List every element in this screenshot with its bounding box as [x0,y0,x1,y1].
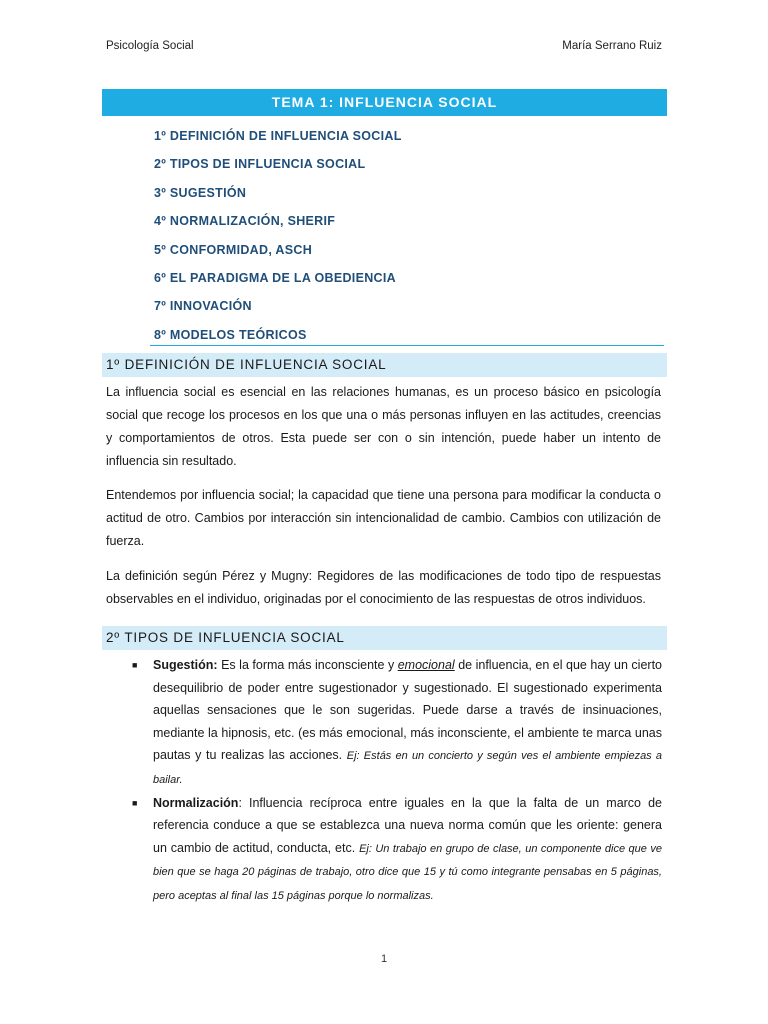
table-of-contents [154,126,664,353]
toc-item: 6º EL PARADIGMA DE LA OBEDIENCIA [154,270,396,285]
paragraph: Entendemos por influencia social; la capacidad que tiene una persona para modificar la conducta o actitud de otro. Cambios por interacción sin intencionalidad de cambio. Cambios con utilización de fuerza. [106,488,661,548]
toc-item: 3º SUGESTIÓN [154,185,247,200]
toc-item: 5º CONFORMIDAD, ASCH [154,242,313,257]
section-heading-types: 2º TIPOS DE INFLUENCIA SOCIAL [102,626,667,650]
square-bullet-icon: ■ [132,660,138,670]
definition-text: Es la forma más inconsciente y [217,658,398,672]
term-label: Sugestión: [153,658,218,672]
toc-item: 7º INNOVACIÓN [154,299,252,314]
toc-item: 8º MODELOS TEÓRICOS [154,327,307,342]
paragraph: La definición según Pérez y Mugny: Regidores de las modificaciones de todo tipo de respuestas observables en el individuo, originadas por el conocimiento de las respuestas de otros individuos. [106,569,661,606]
toc-item: 1º DEFINICIÓN DE INFLUENCIA SOCIAL [154,129,402,143]
document-title: TEMA 1: INFLUENCIA SOCIAL [102,89,667,116]
section-heading-definition: 1º DEFINICIÓN DE INFLUENCIA SOCIAL [102,353,667,377]
definition-text: de influencia, en el que hay un cierto desequilibrio de poder entre sugestionador y sugestionado. El sugestionado experimenta aquellas sensaciones que le son sugeridas. Puede darse a través de insinuaciones, mediante la hipnosis, etc. (es más emocional, más inconsciente, el ambiente te marca unas pautas y tu realizas las acciones. [153,658,662,763]
list-item-sugestion [132,654,662,792]
example-text: Ej: Estás en un concierto y según ves el ambiente empiezas a bailar. [153,750,662,786]
header-author-name: María Serrano Ruiz [562,40,662,52]
toc-item: 2º TIPOS DE INFLUENCIA SOCIAL [154,157,366,172]
emphasized-word: emocional [397,658,455,672]
list-item-normalizacion [132,792,662,908]
term-label: Normalización [153,795,239,810]
influence-types-list [132,654,662,908]
definition-text: : Influencia recíproca entre iguales en la que la falta de un marco de referencia conduce a que se establezca una nueva norma común que les oriente: genera un cambio de actitud, conducta, etc. [153,795,662,855]
square-bullet-icon: ■ [132,797,138,808]
toc-item: 4º NORMALIZACIÓN, SHERIF [154,214,336,229]
paragraph: La influencia social es esencial en las relaciones humanas, es un proceso básico en psicología social que recoge los procesos en los que una o más personas influyen en las actitudes, creencias y comportamientos de otros. Esta puede ser con o sin intención, puede haber un intento de influencia sin resultado. [106,385,661,468]
example-text: Ej: Un trabajo en grupo de clase, un componente dice que ve bien que se haga 20 páginas de trabajo, otro dice que 15 y tú como integrante pensabas en 5 páginas, pero aceptas al final las 15 páginas porque lo normalizas. [153,842,662,902]
toc-divider [150,345,664,346]
header-course-name: Psicología Social [106,40,194,52]
page-number: 1 [380,953,388,965]
